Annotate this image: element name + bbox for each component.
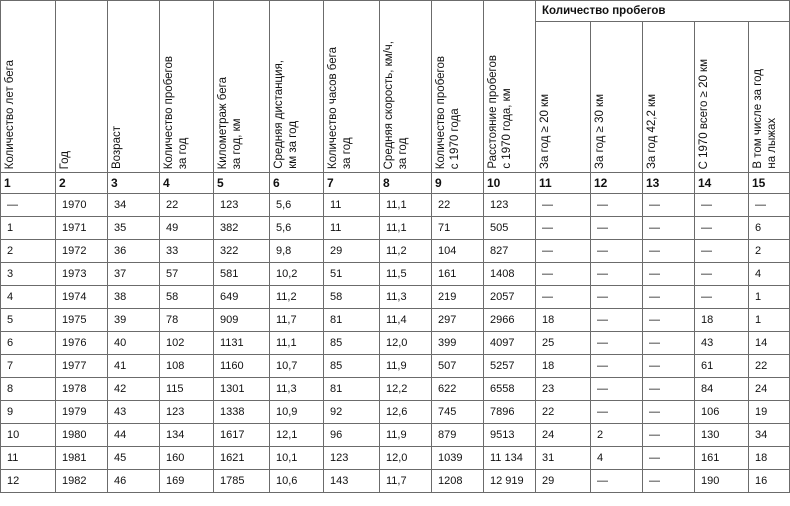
table-row [1, 286, 790, 309]
table-cell: 7 [1, 355, 56, 378]
table-cell: 1976 [56, 332, 108, 355]
table-cell: — [536, 240, 591, 263]
table-cell: 58 [160, 286, 214, 309]
header-label: В том числе за год на лыжах [752, 69, 778, 169]
table-cell: 1 [1, 217, 56, 240]
table-cell: 12,0 [380, 447, 432, 470]
table-cell: 4 [591, 447, 643, 470]
table-cell: — [643, 378, 695, 401]
table-cell: 22 [160, 194, 214, 217]
column-number: 4 [160, 173, 214, 194]
table-row [1, 217, 790, 240]
table-cell: — [643, 355, 695, 378]
table-cell: 1621 [214, 447, 270, 470]
table-cell: 22 [432, 194, 484, 217]
table-cell: 6 [1, 332, 56, 355]
table-cell: — [643, 263, 695, 286]
table-cell: 12,0 [380, 332, 432, 355]
header-label: Возраст [111, 125, 123, 169]
table-cell: — [695, 263, 749, 286]
header-cell [643, 22, 695, 173]
table-cell: — [536, 217, 591, 240]
header-label: Средняя дистанция, км за год [273, 60, 299, 169]
table-cell: 622 [432, 378, 484, 401]
table-cell: 1131 [214, 332, 270, 355]
header-label: Километраж бега за год, км [217, 76, 243, 169]
header-cell [695, 22, 749, 173]
header-cell [432, 1, 484, 173]
header-cell [160, 1, 214, 173]
table-cell: 11,1 [380, 194, 432, 217]
table-cell: — [643, 424, 695, 447]
table-cell: 23 [536, 378, 591, 401]
table-row [1, 401, 790, 424]
table-cell: 106 [695, 401, 749, 424]
table-cell: — [643, 309, 695, 332]
table-cell: 12,2 [380, 378, 432, 401]
header-cell [56, 1, 108, 173]
table-cell: 11,9 [380, 424, 432, 447]
table-cell: 160 [160, 447, 214, 470]
table-cell: 1977 [56, 355, 108, 378]
table-cell: 9 [1, 401, 56, 424]
table-row [1, 447, 790, 470]
header-label: Количество часов бега за год [327, 46, 353, 169]
table-cell: 92 [324, 401, 380, 424]
table-cell: 46 [108, 470, 160, 493]
table-cell: 108 [160, 355, 214, 378]
table-cell: 2 [1, 240, 56, 263]
table-cell: — [643, 286, 695, 309]
table-cell: — [643, 470, 695, 493]
table-cell: 1617 [214, 424, 270, 447]
table-cell: 41 [108, 355, 160, 378]
table-cell: — [643, 240, 695, 263]
table-cell: 85 [324, 355, 380, 378]
column-number: 8 [380, 173, 432, 194]
table-cell: 11 [324, 194, 380, 217]
table-cell: 4097 [484, 332, 536, 355]
table-cell: 507 [432, 355, 484, 378]
table-cell: 4 [749, 263, 790, 286]
header-cell [536, 22, 591, 173]
table-cell: 58 [324, 286, 380, 309]
header-cell [324, 1, 380, 173]
table-cell: 2 [591, 424, 643, 447]
table-cell: 18 [536, 355, 591, 378]
table-cell: 10,9 [270, 401, 324, 424]
table-cell: 11 [1, 447, 56, 470]
table-cell: — [695, 240, 749, 263]
table-cell: 11 [324, 217, 380, 240]
table-cell: 382 [214, 217, 270, 240]
table-cell: — [536, 286, 591, 309]
table-cell: 24 [749, 378, 790, 401]
table-cell: 123 [324, 447, 380, 470]
table-cell: 1981 [56, 447, 108, 470]
table-cell: 19 [749, 401, 790, 424]
table-cell: 1 [749, 286, 790, 309]
table-cell: 29 [536, 470, 591, 493]
table-row [1, 240, 790, 263]
table-cell: 115 [160, 378, 214, 401]
table-cell: — [536, 194, 591, 217]
table-cell: 24 [536, 424, 591, 447]
header-cell [591, 22, 643, 173]
table-cell: 2 [749, 240, 790, 263]
table-cell: 6558 [484, 378, 536, 401]
header-label: Количество лет бега [4, 59, 16, 169]
table-row [1, 378, 790, 401]
table-cell: 18 [749, 447, 790, 470]
table-cell: 1 [749, 309, 790, 332]
table-body [1, 173, 790, 493]
column-number: 10 [484, 173, 536, 194]
table-cell: 29 [324, 240, 380, 263]
table-cell: 81 [324, 378, 380, 401]
table-cell: 909 [214, 309, 270, 332]
table-cell: 35 [108, 217, 160, 240]
header-cell [749, 22, 790, 173]
table-cell: 1338 [214, 401, 270, 424]
table-cell: 143 [324, 470, 380, 493]
table-cell: 22 [536, 401, 591, 424]
table-cell: 31 [536, 447, 591, 470]
group-header: Количество пробегов [536, 1, 790, 22]
table-cell: 190 [695, 470, 749, 493]
table-cell: 5,6 [270, 217, 324, 240]
table-cell: 39 [108, 309, 160, 332]
table-cell: 9513 [484, 424, 536, 447]
table-cell: 10,6 [270, 470, 324, 493]
table-cell: 1975 [56, 309, 108, 332]
table-cell: 1978 [56, 378, 108, 401]
table-cell: — [591, 355, 643, 378]
table-cell: 57 [160, 263, 214, 286]
table-cell: 8 [1, 378, 56, 401]
table-cell: 71 [432, 217, 484, 240]
table-cell: 18 [695, 309, 749, 332]
column-number: 9 [432, 173, 484, 194]
table-row [1, 194, 790, 217]
table-cell: 1971 [56, 217, 108, 240]
table-cell: 130 [695, 424, 749, 447]
table-cell: 161 [695, 447, 749, 470]
table-cell: — [1, 194, 56, 217]
table-cell: 11,1 [270, 332, 324, 355]
header-label: Средняя скорость, км/ч, за год [383, 40, 409, 169]
table-cell: 1785 [214, 470, 270, 493]
table-cell: 1160 [214, 355, 270, 378]
table-cell: 2966 [484, 309, 536, 332]
table-cell: — [591, 378, 643, 401]
table-cell: 123 [214, 194, 270, 217]
column-number: 14 [695, 173, 749, 194]
table-cell: — [749, 194, 790, 217]
table-row [1, 263, 790, 286]
table-cell: 38 [108, 286, 160, 309]
table-cell: 3 [1, 263, 56, 286]
table-cell: 25 [536, 332, 591, 355]
table-cell: 84 [695, 378, 749, 401]
header-label: Количество пробегов с 1970 года [435, 55, 461, 169]
table-cell: 96 [324, 424, 380, 447]
table-cell: 5257 [484, 355, 536, 378]
table-cell: 1408 [484, 263, 536, 286]
table-cell: 1973 [56, 263, 108, 286]
header-label: За год ≥ 30 км [594, 94, 606, 169]
column-number: 12 [591, 173, 643, 194]
column-number: 6 [270, 173, 324, 194]
header-cell [380, 1, 432, 173]
table-cell: 11 134 [484, 447, 536, 470]
table-cell: 1301 [214, 378, 270, 401]
table-row [1, 424, 790, 447]
table-row [1, 309, 790, 332]
column-number: 3 [108, 173, 160, 194]
table-cell: 322 [214, 240, 270, 263]
table-cell: — [643, 217, 695, 240]
table-cell: 11,7 [270, 309, 324, 332]
table-cell: 44 [108, 424, 160, 447]
table-cell: — [591, 332, 643, 355]
table-cell: 9,8 [270, 240, 324, 263]
table-cell: 12 919 [484, 470, 536, 493]
table-cell: — [591, 194, 643, 217]
header-label: Год [59, 150, 71, 169]
table-cell: 37 [108, 263, 160, 286]
table-cell: 11,4 [380, 309, 432, 332]
table-cell: — [591, 470, 643, 493]
table-cell: 745 [432, 401, 484, 424]
table-cell: 78 [160, 309, 214, 332]
table-cell: 5 [1, 309, 56, 332]
table-cell: — [591, 401, 643, 424]
table-cell: 11,3 [270, 378, 324, 401]
table-cell: 161 [432, 263, 484, 286]
table-cell: 81 [324, 309, 380, 332]
table-cell: 4 [1, 286, 56, 309]
table-cell: 1970 [56, 194, 108, 217]
table-cell: 104 [432, 240, 484, 263]
column-number: 15 [749, 173, 790, 194]
table-cell: 12,1 [270, 424, 324, 447]
table-row [1, 332, 790, 355]
header-cell [214, 1, 270, 173]
table-cell: — [643, 447, 695, 470]
table-row [1, 355, 790, 378]
table-cell: 827 [484, 240, 536, 263]
table-cell: — [695, 217, 749, 240]
table-cell: 34 [749, 424, 790, 447]
table-cell: 102 [160, 332, 214, 355]
column-number: 2 [56, 173, 108, 194]
header-label: Количество пробегов за год [163, 55, 189, 169]
table-cell: 297 [432, 309, 484, 332]
header-cell [1, 1, 56, 173]
table-cell: — [591, 309, 643, 332]
table-cell: 11,2 [270, 286, 324, 309]
table-cell: — [695, 286, 749, 309]
table-cell: 11,1 [380, 217, 432, 240]
column-number: 5 [214, 173, 270, 194]
table-cell: 649 [214, 286, 270, 309]
header-label: С 1970 всего ≥ 20 км [698, 58, 710, 169]
column-number: 1 [1, 173, 56, 194]
table-cell: 43 [108, 401, 160, 424]
column-number: 7 [324, 173, 380, 194]
header-cell [484, 1, 536, 173]
table-cell: 33 [160, 240, 214, 263]
table-cell: 879 [432, 424, 484, 447]
table-cell: 581 [214, 263, 270, 286]
table-cell: 505 [484, 217, 536, 240]
table-cell: 11,2 [380, 240, 432, 263]
table-cell: 10 [1, 424, 56, 447]
table-cell: 1208 [432, 470, 484, 493]
table-cell: 10,2 [270, 263, 324, 286]
table-cell: 40 [108, 332, 160, 355]
table-cell: — [643, 332, 695, 355]
table-cell: 49 [160, 217, 214, 240]
table-cell: 11,5 [380, 263, 432, 286]
table-cell: 18 [536, 309, 591, 332]
table-cell: — [536, 263, 591, 286]
table-cell: 169 [160, 470, 214, 493]
table-cell: 12,6 [380, 401, 432, 424]
table-cell: 7896 [484, 401, 536, 424]
table-cell: 123 [160, 401, 214, 424]
table-row [1, 470, 790, 493]
table-cell: 11,3 [380, 286, 432, 309]
table-cell: 1982 [56, 470, 108, 493]
table-cell: — [591, 263, 643, 286]
table-cell: — [643, 194, 695, 217]
table-cell: 1039 [432, 447, 484, 470]
table-cell: 61 [695, 355, 749, 378]
table-cell: 134 [160, 424, 214, 447]
table-cell: 45 [108, 447, 160, 470]
table-cell: 6 [749, 217, 790, 240]
table-cell: 399 [432, 332, 484, 355]
table-cell: 36 [108, 240, 160, 263]
table-cell: 14 [749, 332, 790, 355]
table-cell: 219 [432, 286, 484, 309]
column-number: 11 [536, 173, 591, 194]
table-cell: 34 [108, 194, 160, 217]
table-cell: 1979 [56, 401, 108, 424]
column-number: 13 [643, 173, 695, 194]
table-cell: 1980 [56, 424, 108, 447]
header-cell [270, 1, 324, 173]
table-cell: 2057 [484, 286, 536, 309]
table-cell: 1972 [56, 240, 108, 263]
header-label: За год 42,2 км [646, 93, 658, 169]
table-cell: 16 [749, 470, 790, 493]
table-cell: 12 [1, 470, 56, 493]
header-label: Расстояние пробегов с 1970 года, км [487, 55, 513, 169]
table-cell: 11,9 [380, 355, 432, 378]
table-cell: 123 [484, 194, 536, 217]
table-cell: 5,6 [270, 194, 324, 217]
table-cell: 51 [324, 263, 380, 286]
table-cell: — [695, 194, 749, 217]
table-cell: 10,1 [270, 447, 324, 470]
table-cell: 11,7 [380, 470, 432, 493]
column-number-row [1, 173, 790, 194]
table-cell: — [591, 240, 643, 263]
table-cell: — [591, 217, 643, 240]
table-cell: 10,7 [270, 355, 324, 378]
table-cell: 42 [108, 378, 160, 401]
table-cell: — [643, 401, 695, 424]
table-cell: 22 [749, 355, 790, 378]
table-cell: 85 [324, 332, 380, 355]
table-cell: 43 [695, 332, 749, 355]
header-label: За год ≥ 20 км [539, 94, 551, 169]
header-cell [108, 1, 160, 173]
table-cell: — [591, 286, 643, 309]
table-cell: 1974 [56, 286, 108, 309]
